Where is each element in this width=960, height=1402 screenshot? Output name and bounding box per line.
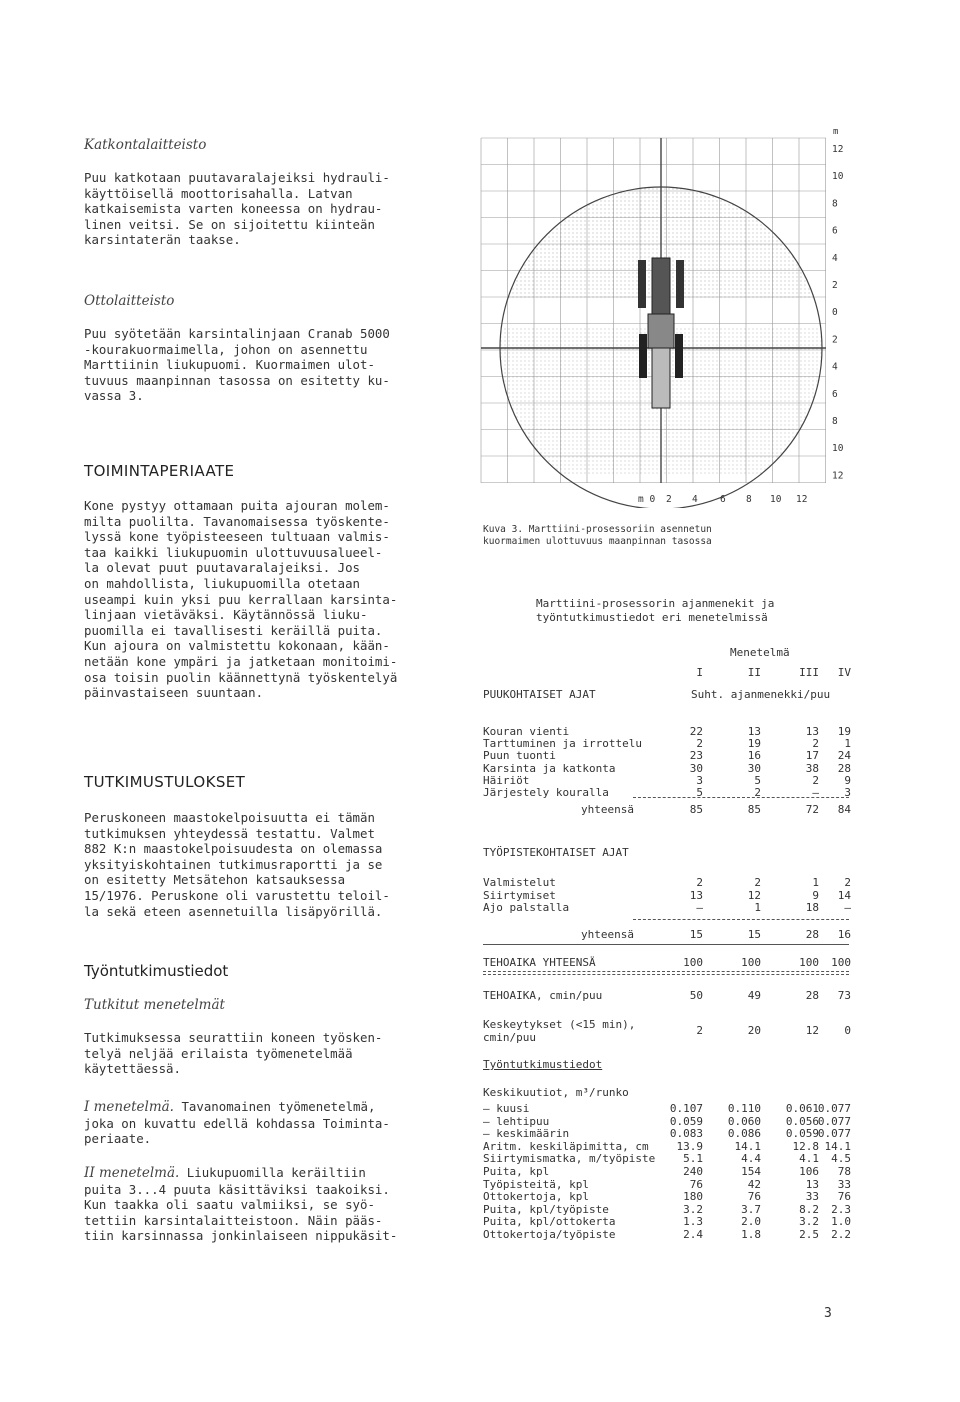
table-cell: 17 xyxy=(805,749,819,763)
table-cell: 2 xyxy=(754,786,761,799)
table-divider xyxy=(483,974,849,975)
section-title-katkonta: Katkontalaitteisto xyxy=(84,137,207,153)
reach-diagram xyxy=(476,128,856,512)
table-cell: 24 xyxy=(837,749,851,763)
table-cell: 0.061 xyxy=(785,1102,819,1115)
paragraph-toimintaperiaate xyxy=(84,498,444,701)
row-label: Ajo palstalla xyxy=(483,901,570,914)
table-divider xyxy=(483,944,849,945)
table-cell: 1.8 xyxy=(741,1228,761,1241)
sec5_lines-line: telyä neljää erilaista työmenetelmää xyxy=(84,1045,353,1061)
table-cell: 5 xyxy=(696,786,703,799)
table-cell: 2 xyxy=(812,737,819,751)
right-tick-label: 12 xyxy=(832,470,844,482)
sec4_lines-line: Peruskoneen maastokelpoisuutta ei tämän xyxy=(84,810,375,825)
row-label: Aritm. keskiläpimitta, cm xyxy=(483,1139,649,1153)
table-cell: 28 xyxy=(805,928,819,941)
table-cell: 2.5 xyxy=(799,1228,819,1241)
table-cell: 12 xyxy=(747,888,761,902)
right-tick-label: 4 xyxy=(832,252,838,264)
sec4_lines-line: yksityiskohtainen tutkimusraportti ja se xyxy=(84,856,383,872)
table-cell: 2 xyxy=(696,737,703,751)
table-cell: 0.056 xyxy=(785,1114,819,1128)
method-1-line: periaate. xyxy=(84,1131,152,1147)
table-cell: 12 xyxy=(805,1024,819,1037)
sec3_lines-line: lyssä kone työpisteeseen tultuaan valmis- xyxy=(84,529,390,545)
heading-tutkimustulokset: TUTKIMUSTULOKSET xyxy=(84,773,246,791)
table-row xyxy=(483,876,849,889)
row-label: Ottokertoja/työpiste xyxy=(483,1228,616,1241)
table-cell: 20 xyxy=(747,1024,761,1037)
table-cell: 19 xyxy=(837,725,851,738)
table-cell: 1 xyxy=(754,901,761,914)
table-cell: 50 xyxy=(689,989,703,1002)
table-sum-row xyxy=(483,928,849,941)
row-label: — lehtipuu xyxy=(483,1114,550,1128)
table-cell: 3.2 xyxy=(799,1215,819,1229)
method-2-line: tettiin karsintalaitteistoon. Näin pääs- xyxy=(84,1212,383,1228)
table-cell: 13 xyxy=(805,725,819,738)
table-row xyxy=(483,989,849,1002)
table-row xyxy=(483,762,849,775)
table-cell: 240 xyxy=(683,1165,703,1178)
page-number: 3 xyxy=(824,1306,832,1321)
table-cell: 49 xyxy=(747,989,761,1002)
table-cell: 14.1 xyxy=(824,1139,851,1153)
table-row xyxy=(483,1165,849,1178)
row-label: Puita, kpl/työpiste xyxy=(483,1202,609,1216)
bottom-tick-label: 2 xyxy=(666,494,672,505)
table-cell: 4.4 xyxy=(741,1152,761,1166)
right-tick-label: 12 xyxy=(832,144,844,155)
table-row xyxy=(483,1058,849,1071)
reach-diagram-svg xyxy=(476,128,856,508)
subheading-menetelmat: Tutkitut menetelmät xyxy=(84,997,225,1013)
row-label: Siirtymismatka, m/työpiste xyxy=(483,1152,656,1166)
table-cell: 76 xyxy=(747,1190,761,1204)
right-tick-label: 4 xyxy=(832,361,838,373)
table-cell: 3 xyxy=(844,786,851,799)
method-2-line: tiin karsinnassa jonkinlaiseen nippukäsit- xyxy=(84,1228,398,1244)
row-label: Karsinta ja katkonta xyxy=(483,761,616,775)
figure-caption xyxy=(483,524,833,548)
row-label: TEHOAIKA YHTEENSÄ xyxy=(483,956,596,969)
table-cell: 14 xyxy=(837,888,851,902)
sec3_lines-line: linjaan vietäväksi. Käytännössä liuku- xyxy=(84,607,368,623)
table-cell: 2.2 xyxy=(831,1228,851,1241)
table-row xyxy=(483,901,849,914)
table-cell: 19 xyxy=(747,737,761,751)
sec4_lines-line: tutkimuksen yhteydessä testattu. Valmet xyxy=(84,825,375,841)
table-cell: 30 xyxy=(689,761,703,775)
table-cell: 154 xyxy=(741,1165,761,1178)
sec2_lines-line: Marttiinin liukupuomi. Kuormaimen ulot- xyxy=(84,357,375,373)
table-divider xyxy=(483,971,849,972)
paragraph-method-2 xyxy=(84,1165,444,1244)
table-cell: 84 xyxy=(837,803,851,816)
sec2_lines-line: tuvuus maanpinnan tasossa on esitetty ku- xyxy=(84,372,390,388)
table-cell: 78 xyxy=(837,1165,851,1178)
bottom-tick-label: 6 xyxy=(720,494,726,505)
table-row xyxy=(483,1115,849,1128)
row-label: cmin/puu xyxy=(483,1031,536,1044)
table-cell: 100 xyxy=(831,956,851,969)
sec2_lines-line: Puu syötetään karsintalinjaan Cranab 5000 xyxy=(84,326,390,341)
table-cell: 22 xyxy=(689,725,703,738)
bottom-axis-ticks xyxy=(638,494,807,505)
method-1-line: joka on kuvattu edellä kohdassa Toiminta- xyxy=(84,1115,390,1131)
table-cell: 33 xyxy=(805,1190,819,1204)
table-row xyxy=(483,774,849,787)
sec1_lines-line: Puu katkotaan puutavaralajeiksi hydrauli- xyxy=(84,170,390,185)
table-divider xyxy=(633,919,849,920)
table-cell: 0 xyxy=(844,1024,851,1037)
sec1_lines-line: karsintaterän taakse. xyxy=(84,232,241,248)
table-cell: 100 xyxy=(683,956,703,969)
paragraph-tutkimustulokset xyxy=(84,810,444,919)
method-1-label: I menetelmä. xyxy=(84,1099,174,1115)
table-cell: 5 xyxy=(754,773,761,787)
group-label: PUUKOHTAISET AJAT xyxy=(483,688,596,701)
row-label: Siirtymiset xyxy=(483,888,556,902)
row-label: Keskeytykset (<15 min), xyxy=(483,1018,636,1031)
table-row xyxy=(483,725,849,738)
table-cell: 100 xyxy=(799,956,819,969)
table-cell: 5.1 xyxy=(683,1152,703,1166)
row-label: Järjestely kouralla xyxy=(483,786,609,799)
table-cell: 15 xyxy=(747,928,761,941)
table-cell: 38 xyxy=(805,761,819,775)
table-title-line-2: työntutkimustiedot eri menetelmissä xyxy=(536,611,768,624)
table-cell: 16 xyxy=(747,749,761,763)
right-axis-ticks xyxy=(832,144,844,481)
table-cell: 1.3 xyxy=(683,1215,703,1229)
right-tick-label: 8 xyxy=(832,198,838,210)
bottom-tick-label: 8 xyxy=(746,494,752,505)
sec5_lines-line: Tutkimuksessa seurattiin koneen työsken- xyxy=(84,1030,383,1045)
sec3_lines-line: la olevat puut puutavaralajeiksi. Jos xyxy=(84,560,361,576)
table-cell: 4.5 xyxy=(831,1152,851,1166)
table-cell: 15 xyxy=(689,928,703,941)
right-tick-label: 10 xyxy=(832,443,844,455)
table-cell: 2 xyxy=(696,1024,703,1037)
table-cell: 72 xyxy=(805,803,819,816)
row-label: TEHOAIKA, cmin/puu xyxy=(483,989,603,1002)
sec1_lines-line: linen veitsi. Se on sijoitettu kiinteän xyxy=(84,216,375,232)
table-cell: 0.077 xyxy=(817,1102,851,1115)
unit-label: m xyxy=(833,128,839,137)
table-cell: 0.060 xyxy=(727,1114,761,1128)
right-tick-label: 0 xyxy=(832,307,838,319)
sec1_lines-line: katkaisemista varten koneessa on hydrau- xyxy=(84,201,383,217)
bottom-tick-label: m 0 xyxy=(638,494,656,505)
section-title-otto: Ottolaitteisto xyxy=(84,293,175,309)
row-label: Valmistelut xyxy=(483,876,556,889)
table-cell: 2 xyxy=(696,876,703,889)
sum-label: yhteensä xyxy=(581,928,634,941)
sec2_lines-line: vassa 3. xyxy=(84,388,144,404)
method-2-first-line: Liukupuomilla keräiltiin xyxy=(186,1165,366,1180)
table-cell: 2 xyxy=(844,876,851,889)
sec3_lines-line: Kone pystyy ottamaan puita ajouran molem- xyxy=(84,498,390,513)
table-cell: 9 xyxy=(844,773,851,787)
row-label: — keskimäärin xyxy=(483,1127,570,1141)
sec3_lines-line: puomilla ei tavallisesti keräillä puita. xyxy=(84,622,383,638)
unit-label: Suht. ajanmenekki/puu xyxy=(691,688,831,701)
right-tick-label: 2 xyxy=(832,280,838,291)
sec4_lines-line: on esitetty Metsätehon katsauksessa xyxy=(84,872,346,888)
sum-label: yhteensä xyxy=(581,803,634,816)
table-cell: 12.8 xyxy=(792,1139,819,1153)
sec3_lines-line: milta puolilta. Tavanomaisessa työskente- xyxy=(84,513,390,529)
sec4_lines-line: la sekä eteen asennetuilla lisäpyörillä. xyxy=(84,903,383,919)
table-cell: 42 xyxy=(747,1177,761,1191)
table-cell: 28 xyxy=(837,761,851,775)
right-tick-label: 2 xyxy=(832,334,838,346)
table-cell: 13 xyxy=(805,1177,819,1191)
table-row xyxy=(483,1127,849,1140)
sec3_lines-line: Kun ajoura on valmistettu kokonaan, kään- xyxy=(84,638,390,654)
table-row xyxy=(483,956,849,969)
table-divider xyxy=(633,797,849,798)
row-label: Puita, kpl xyxy=(483,1165,550,1178)
table-cell: 2.3 xyxy=(831,1202,851,1216)
sec3_lines-line: useampi kuin yksi puu kerrallaan karsinta- xyxy=(84,591,398,607)
table-row xyxy=(483,1140,849,1153)
table-row xyxy=(483,1024,849,1037)
table-cell: 0.077 xyxy=(817,1127,851,1141)
table-header-row xyxy=(483,666,849,679)
table-cell: 0.107 xyxy=(669,1102,703,1115)
method-2-line: Kun taakka oli saatu valmiiksi, se syö- xyxy=(84,1197,375,1213)
row-label: Häiriöt xyxy=(483,773,530,787)
table-cell: 33 xyxy=(837,1177,851,1191)
row-label: — kuusi xyxy=(483,1102,530,1115)
table-cell: 73 xyxy=(837,989,851,1002)
table-header-row xyxy=(483,688,849,701)
table-row xyxy=(483,889,849,902)
sec5_lines-line: käytettäessä. xyxy=(84,1061,181,1077)
method-header: Menetelmä xyxy=(730,646,790,659)
bottom-tick-label: 4 xyxy=(692,494,698,505)
paragraph-menetelmat xyxy=(84,1030,444,1077)
table-sum-row xyxy=(483,803,849,816)
row-label: Työpisteitä, kpl xyxy=(483,1177,589,1191)
right-tick-label: 10 xyxy=(832,171,844,183)
table-cell: 8.2 xyxy=(799,1202,819,1216)
paragraph-otto xyxy=(84,326,444,404)
table-row xyxy=(483,1178,849,1191)
table-cell: 0.083 xyxy=(669,1127,703,1141)
table-row xyxy=(483,1215,849,1228)
table-cell: — xyxy=(812,786,819,799)
table-cell: 1 xyxy=(844,737,851,751)
sec1_lines-line: käyttöisellä moottorisahalla. Latvan xyxy=(84,185,353,201)
caption-line-2: kuormaimen ulottuvuus maanpinnan tasossa xyxy=(483,536,712,547)
right-tick-label: 6 xyxy=(832,225,838,237)
table-row xyxy=(483,1152,849,1165)
sec4_lines-line: 15/1976. Peruskone oli varustettu teloil- xyxy=(84,887,390,903)
table-cell: 23 xyxy=(689,749,703,763)
table-cell: 0.059 xyxy=(669,1114,703,1128)
sec2_lines-line: -kourakuormaimella, johon on asennettu xyxy=(84,341,368,357)
table-cell: 2 xyxy=(754,876,761,889)
table-row xyxy=(483,749,849,762)
table-cell: 1 xyxy=(812,876,819,889)
table-cell: 85 xyxy=(747,803,761,816)
row-label: Puun tuonti xyxy=(483,749,556,763)
table-cell: 9 xyxy=(812,888,819,902)
table-cell: 180 xyxy=(683,1190,703,1204)
table-cell: 0.086 xyxy=(727,1127,761,1141)
table-row xyxy=(483,1102,849,1115)
table-cell: 14.1 xyxy=(734,1139,761,1153)
table-cell: 3 xyxy=(696,773,703,787)
row-label: Ottokertoja, kpl xyxy=(483,1190,589,1204)
column-header: IV xyxy=(837,666,851,679)
right-tick-label: 8 xyxy=(832,416,838,427)
heading-tyontutkimustiedot: Työntutkimustiedot xyxy=(84,962,229,980)
row-label: Kouran vienti xyxy=(483,725,570,738)
table-cell: 0.077 xyxy=(817,1114,851,1128)
caption-line-1: Kuva 3. Marttiini-prosessoriin asennetun xyxy=(483,524,712,535)
table-row xyxy=(483,1228,849,1241)
table-cell: 100 xyxy=(741,956,761,969)
sec3_lines-line: on mahdollista, liukupuomilla otetaan xyxy=(84,575,361,591)
sec3_lines-line: osa toisin puolin käännettynä työskentelyä xyxy=(84,669,398,685)
table-cell: 2.4 xyxy=(683,1228,703,1241)
column-header: III xyxy=(799,666,819,679)
table-cell: 85 xyxy=(689,803,703,816)
row-label: Puita, kpl/ottokerta xyxy=(483,1215,616,1229)
table-cell: 13 xyxy=(689,888,703,902)
paragraph-katkonta xyxy=(84,170,444,248)
table-cell: 13.9 xyxy=(676,1139,703,1153)
table-cell: — xyxy=(696,901,703,914)
table-cell: 0.059 xyxy=(785,1127,819,1141)
row-label: Tarttuminen ja irrottelu xyxy=(483,737,642,751)
sec4_lines-line: 882 K:n maastokelpoisuudesta on olemassa xyxy=(84,841,383,857)
sec3_lines-line: netään kone ympäri ja jatketaan monitoimi- xyxy=(84,653,398,669)
subsection-label: Työntutkimustiedot xyxy=(483,1058,603,1071)
method-2-line: puita 3...4 puuta käsittäviksi taakoiksi. xyxy=(84,1181,390,1197)
heading-toimintaperiaate: TOIMINTAPERIAATE xyxy=(84,462,235,480)
right-tick-label: 6 xyxy=(832,388,838,400)
column-header: II xyxy=(747,666,761,679)
method-1-first-line: Tavanomainen työmenetelmä, xyxy=(181,1099,376,1114)
bottom-tick-label: 10 xyxy=(770,494,782,505)
table-cell: 76 xyxy=(837,1190,851,1204)
table-cell: 2 xyxy=(812,773,819,787)
table-row xyxy=(483,1086,849,1099)
table-cell: 1.0 xyxy=(831,1215,851,1229)
table-cell: 13 xyxy=(747,725,761,738)
table-cell: 3.7 xyxy=(741,1202,761,1216)
table-cell: 16 xyxy=(837,928,851,941)
table-row xyxy=(483,1190,849,1203)
group-label: TYÖPISTEKOHTAISET AJAT xyxy=(483,846,629,859)
table-row xyxy=(483,737,849,750)
table-row xyxy=(483,1203,849,1216)
column-header: I xyxy=(696,666,703,679)
table-title-line-1: Marttiini-prosessorin ajanmenekit ja xyxy=(536,597,775,610)
table-cell: — xyxy=(844,901,851,914)
sec3_lines-line: taa kaikki liukupuomin ulottuvuusalueel- xyxy=(84,544,383,560)
row-label: Keskikuutiot, m³/runko xyxy=(483,1086,629,1099)
table-cell: 0.110 xyxy=(727,1102,761,1115)
method-2-label: II menetelmä. xyxy=(84,1165,180,1181)
table-cell: 2.0 xyxy=(741,1215,761,1229)
table-header-row xyxy=(483,846,849,859)
table-header-row xyxy=(483,646,849,659)
bottom-tick-label: 12 xyxy=(796,494,808,505)
table-cell: 3.2 xyxy=(683,1202,703,1216)
table-cell: 18 xyxy=(805,901,819,914)
table-cell: 76 xyxy=(689,1177,703,1191)
table-title xyxy=(536,597,856,625)
sec3_lines-line: päinvastaiseen suuntaan. xyxy=(84,685,264,701)
table-cell: 4.1 xyxy=(799,1152,819,1166)
table-cell: 106 xyxy=(799,1165,819,1178)
paragraph-method-1 xyxy=(84,1099,444,1147)
table-cell: 30 xyxy=(747,761,761,775)
table-cell: 28 xyxy=(805,989,819,1002)
